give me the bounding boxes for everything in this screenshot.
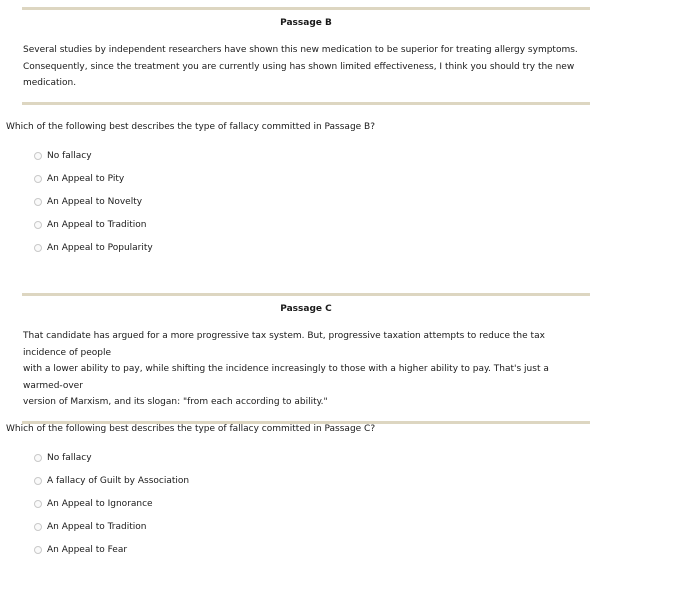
- radio-button[interactable]: [34, 454, 42, 462]
- option-label: No fallacy: [47, 453, 92, 463]
- passage-c-title: Passage C: [280, 304, 332, 314]
- radio-button[interactable]: [34, 221, 42, 229]
- option-c-appeal-to-fear[interactable]: [34, 544, 127, 556]
- radio-button[interactable]: [34, 152, 42, 160]
- passage-b-text: [22, 42, 590, 92]
- option-b-appeal-to-pity[interactable]: [34, 173, 124, 185]
- option-label: A fallacy of Guilt by Association: [47, 476, 190, 486]
- option-label: An Appeal to Pity: [47, 174, 125, 184]
- option-label: An Appeal to Fear: [47, 545, 128, 555]
- radio-button[interactable]: [34, 175, 42, 183]
- option-c-appeal-to-ignorance[interactable]: [34, 498, 153, 510]
- question-b-prompt: Which of the following best describes the type of fallacy committed in Passage B?: [6, 122, 376, 132]
- passage-b-top-rule: [22, 7, 590, 10]
- option-label: No fallacy: [47, 151, 92, 161]
- option-label: An Appeal to Novelty: [47, 197, 143, 207]
- option-label: An Appeal to Tradition: [47, 522, 147, 532]
- passage-c-line: with a lower ability to pay, while shifting the incidence increasingly to those with a higher ability to pay. That's just a warmed-over: [23, 364, 549, 391]
- passage-c-line: version of Marxism, and its slogan: "from each according to ability.": [23, 397, 328, 407]
- passage-b-line: Several studies by independent researchers have shown this new medication to be superior for treating allergy symptoms.: [23, 45, 578, 55]
- option-b-appeal-to-tradition[interactable]: [34, 219, 146, 231]
- passage-c-text: [22, 328, 590, 411]
- option-c-guilt-by-association[interactable]: [34, 475, 189, 487]
- radio-button[interactable]: [34, 244, 42, 252]
- radio-button[interactable]: [34, 477, 42, 485]
- radio-button[interactable]: [34, 523, 42, 531]
- option-label: An Appeal to Ignorance: [47, 499, 153, 509]
- option-b-appeal-to-novelty[interactable]: [34, 196, 142, 208]
- option-label: An Appeal to Tradition: [47, 220, 147, 230]
- passage-b: [22, 7, 590, 105]
- passage-b-title: Passage B: [280, 18, 332, 28]
- option-b-no-fallacy[interactable]: [34, 150, 92, 162]
- option-b-appeal-to-popularity[interactable]: [34, 242, 153, 254]
- passage-b-bottom-rule: [22, 102, 590, 105]
- option-c-appeal-to-tradition[interactable]: [34, 521, 146, 533]
- radio-button[interactable]: [34, 198, 42, 206]
- passage-c-line: That candidate has argued for a more progressive tax system. But, progressive taxation attempts to reduce the tax incidence of people: [23, 331, 545, 358]
- radio-button[interactable]: [34, 546, 42, 554]
- option-label: An Appeal to Popularity: [47, 243, 153, 253]
- passage-b-line: Consequently, since the treatment you are currently using has shown limited effectiveness, I think you should try the new medication.: [23, 61, 575, 88]
- passage-c-top-rule: [22, 293, 590, 296]
- option-c-no-fallacy[interactable]: [34, 452, 92, 464]
- passage-c: [22, 293, 590, 424]
- question-c-prompt: Which of the following best describes the type of fallacy committed in Passage C?: [6, 424, 376, 434]
- radio-button[interactable]: [34, 500, 42, 508]
